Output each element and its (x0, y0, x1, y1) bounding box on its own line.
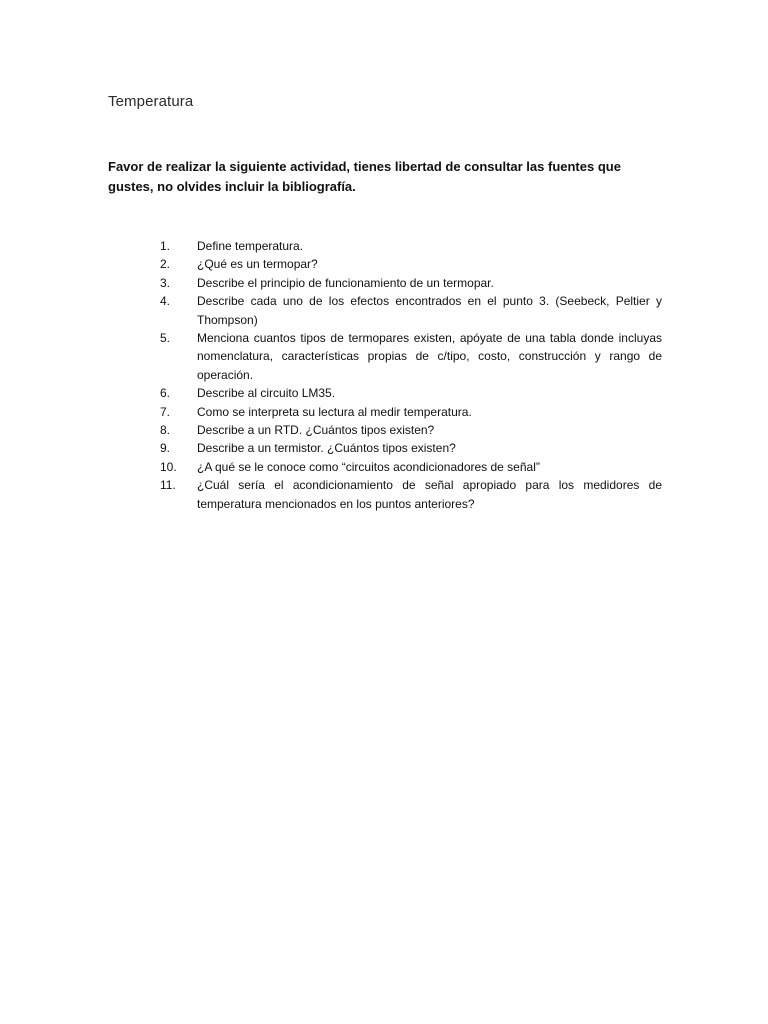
item-number: 3. (160, 275, 171, 290)
list-item (160, 274, 662, 292)
list-item (160, 237, 662, 255)
item-number: 6. (160, 386, 171, 401)
list-item (160, 458, 662, 476)
list-item (160, 255, 662, 273)
item-text: Define temperatura. (197, 239, 304, 253)
list-item (160, 439, 662, 457)
questions-list (160, 237, 662, 513)
item-text: Describe el principio de funcionamiento de un termopar. (197, 275, 494, 290)
item-text: Como se interpreta su lectura al medir temperatura. (197, 404, 472, 419)
item-text: Describe a un RTD. ¿Cuántos tipos existen? (197, 423, 435, 438)
item-text: Describe al circuito LM35. (197, 386, 336, 401)
item-number: 11. (160, 478, 176, 493)
item-text: Describe a un termistor. ¿Cuántos tipos existen? (197, 441, 456, 456)
item-number: 7. (160, 404, 171, 419)
item-number: 5. (160, 331, 171, 346)
item-number: 4. (160, 294, 171, 309)
item-text: Describe cada uno de los efectos encontrados en el punto 3. (Seebeck, Peltier y Thompson) (197, 294, 662, 327)
document-title: Temperatura (108, 93, 194, 110)
list-item (160, 421, 662, 439)
list-item (160, 403, 662, 421)
item-number: 2. (160, 257, 171, 272)
list-item (160, 329, 662, 384)
item-number: 9. (160, 441, 171, 456)
item-number: 1. (160, 239, 171, 253)
list-item (160, 384, 662, 402)
item-text: ¿Qué es un termopar? (197, 257, 318, 272)
item-text: Menciona cuantos tipos de termopares existen, apóyate de una tabla donde incluyas nomenclatura, características propias de c/tipo, costo, construcción y rango de operación. (197, 331, 662, 382)
item-number: 8. (160, 423, 171, 438)
item-number: 10. (160, 459, 177, 474)
list-item (160, 292, 662, 329)
item-text: ¿Cuál sería el acondicionamiento de señal apropiado para los medidores de temperatura mencionados en los puntos anteriores? (197, 478, 662, 511)
list-item (160, 476, 662, 513)
instructions-paragraph: Favor de realizar la siguiente actividad, tienes libertad de consultar las fuentes que gustes, no olvides incluir la bibliografía. (108, 159, 621, 194)
item-text: ¿A qué se le conoce como “circuitos acondicionadores de señal” (197, 459, 540, 474)
